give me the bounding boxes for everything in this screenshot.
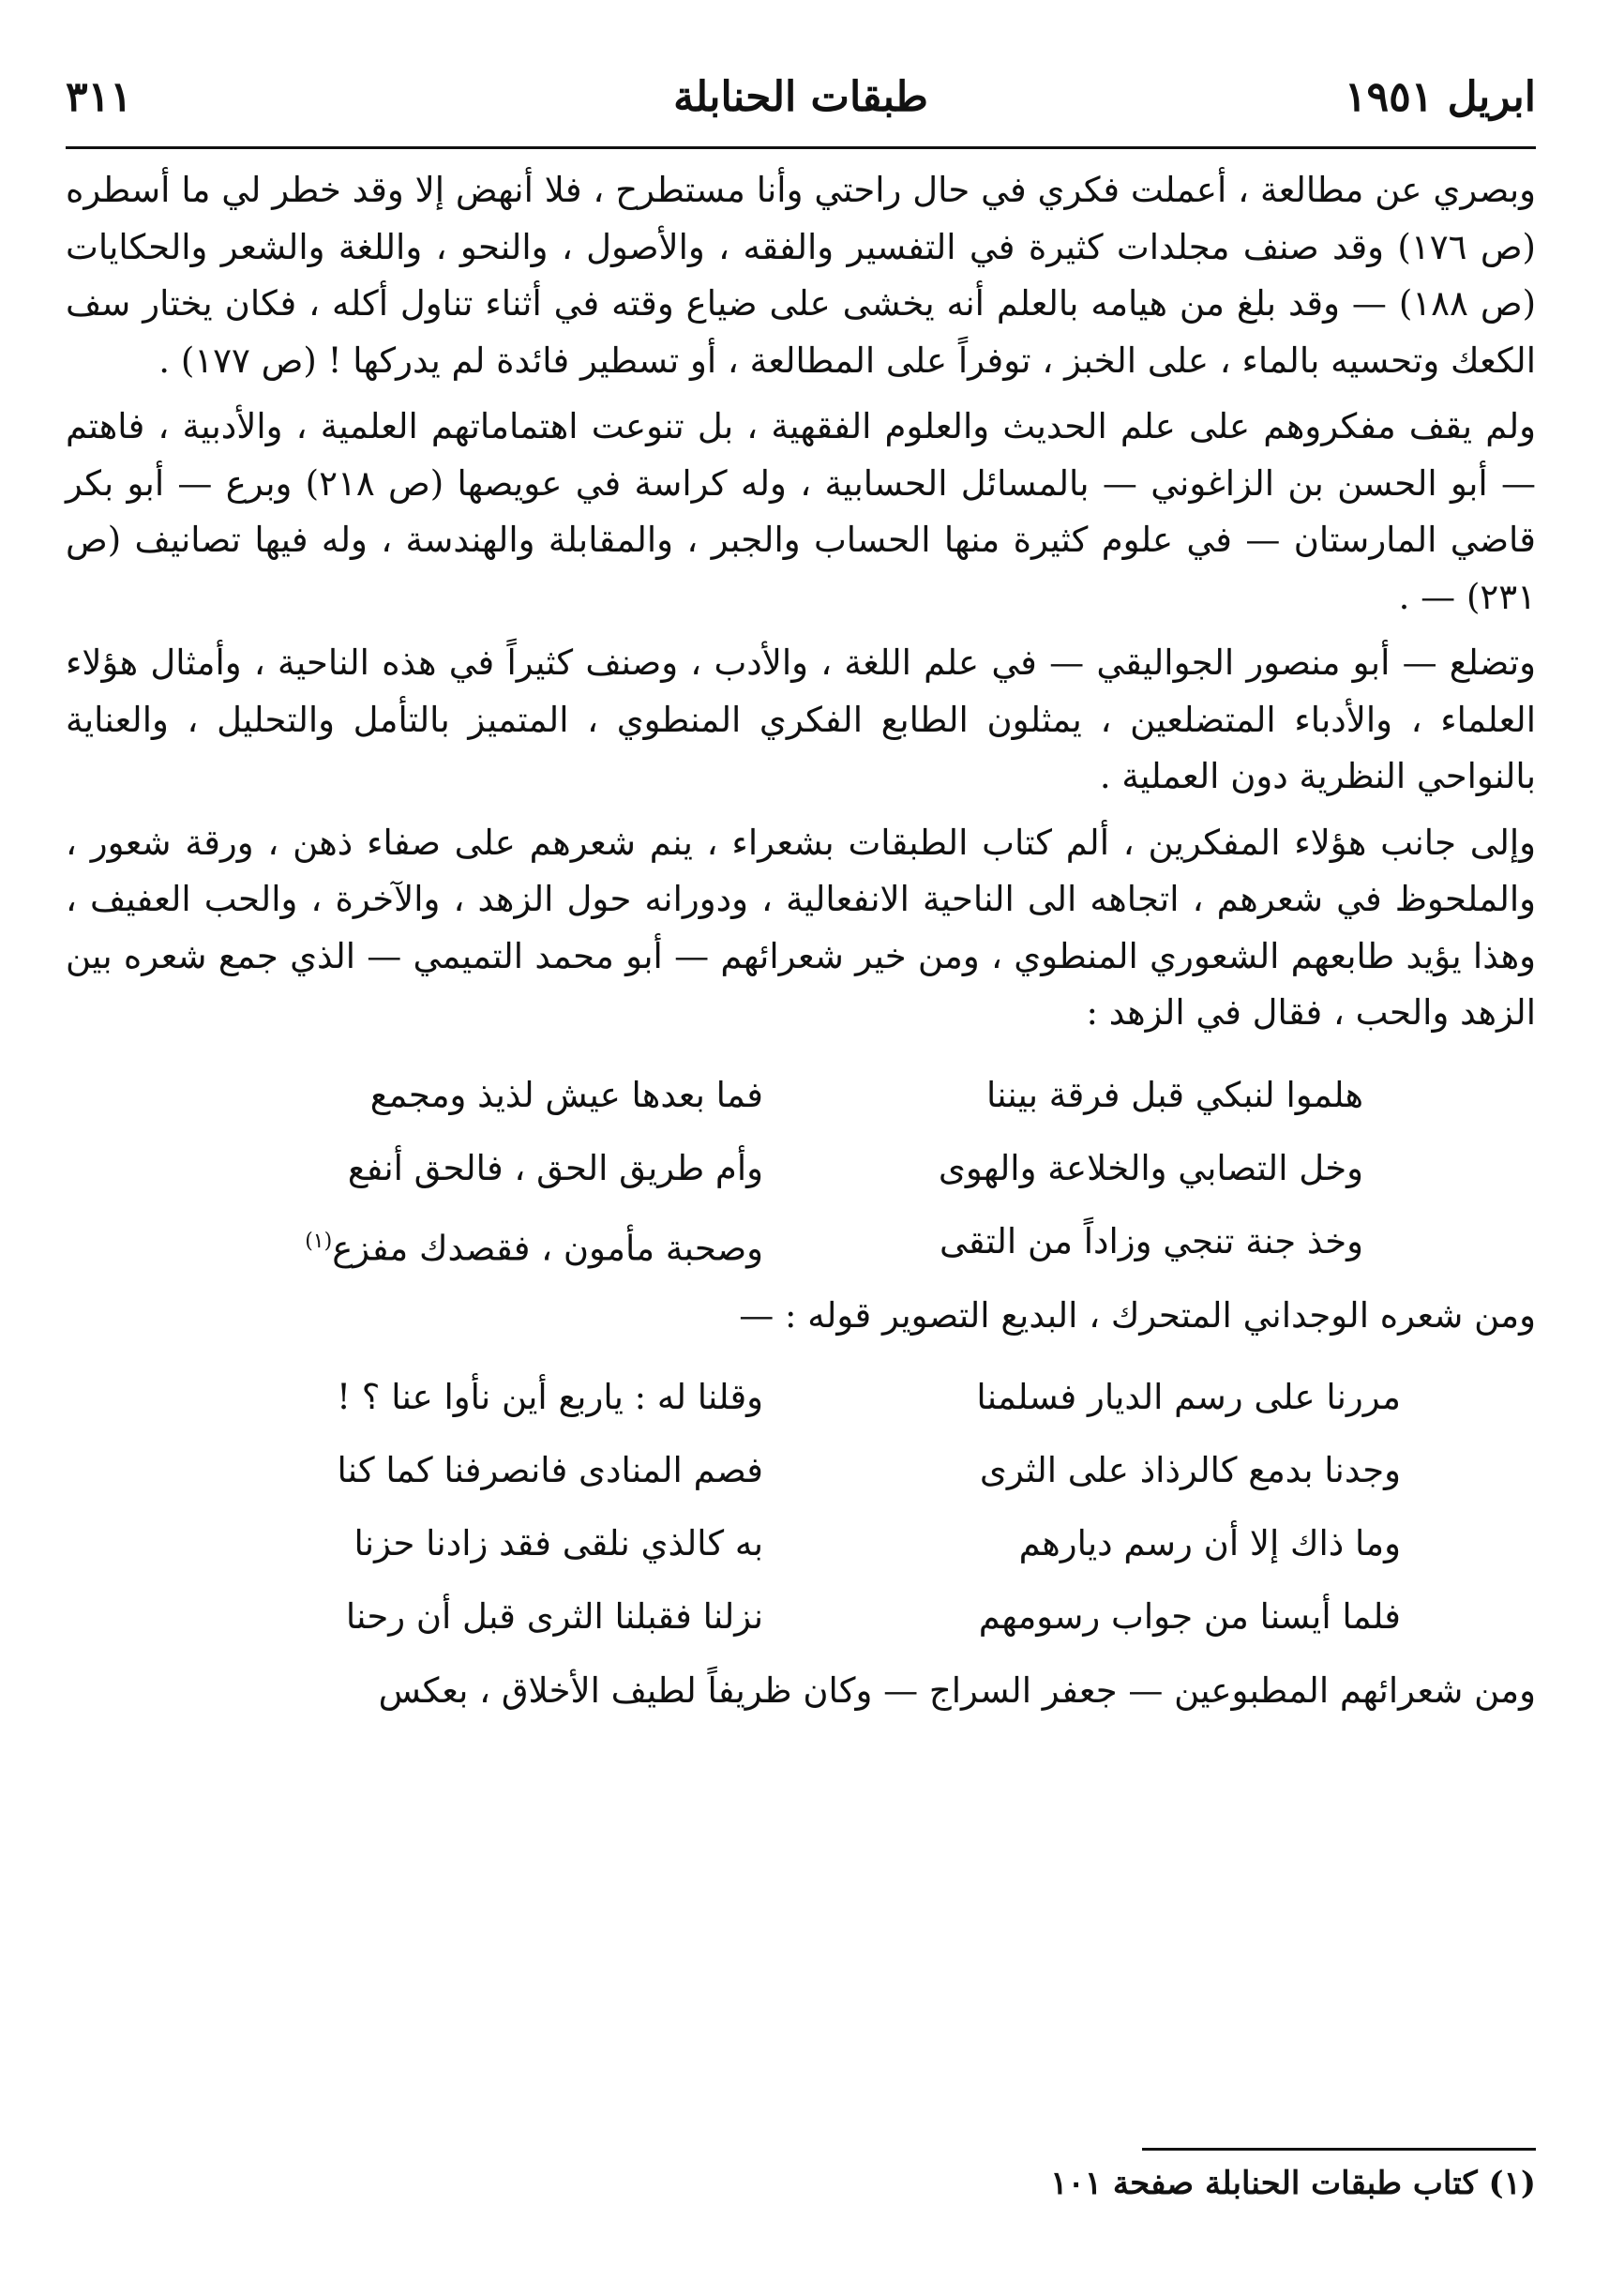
- closing-line: ومن شعرائهم المطبوعين — جعفر السراج — وكان ظريفاً لطيف الأخلاق ، بعكس: [378, 1670, 1536, 1711]
- verse-first-hemistich: وجدنا بدمع كالرذاذ على الثرى: [979, 1450, 1401, 1490]
- transition-line: ومن شعره الوجداني المتحرك ، البديع التصوير قوله : —: [739, 1294, 1536, 1336]
- verse: [66, 1580, 1536, 1654]
- verse: [66, 1205, 1536, 1278]
- verse-second-hemistich-text: وصحبة مأمون ، فقصدك مفزع: [332, 1227, 763, 1268]
- paragraph-4: وإلى جانب هؤلاء المفكرين ، ألم كتاب الطبقات بشعراء ، ينم شعرهم على صفاء ذهن ، ورقة شعور ، والملحوظ في شعرهم ، اتجاهه الى الناحية الانفعالية ، ودورانه حول الزهد ، والآخرة ، والحب العفيف ، وهذا يؤيد طابعهم الشعوري المنطوي ، ومن خير شعرائهم — أبو محمد التميمي — الذي جمع شعره بين الزهد والحب ، فقال في الزهد :: [66, 822, 1536, 1033]
- verse-second-hemistich: فصم المنادى فانصرفنا كما كنا: [337, 1450, 763, 1490]
- header-title: طبقات الحنابلة: [673, 73, 928, 121]
- verse-second-hemistich: وأم طريق الحق ، فالحق أنفع: [347, 1147, 763, 1188]
- verse: [66, 1361, 1536, 1434]
- page-number: ٣١١: [66, 73, 132, 121]
- verse-second-hemistich: نزلنا فقبلنا الثرى قبل أن رحنا: [345, 1596, 763, 1637]
- header-rule: [66, 146, 1536, 149]
- verse-first-hemistich: وما ذاك إلا أن رسم ديارهم: [1018, 1523, 1401, 1563]
- verse-first-hemistich: وخل التصابي والخلاعة والهوى: [938, 1147, 1363, 1188]
- verse: [66, 1132, 1536, 1205]
- paragraph-2: ولم يقف مفكروهم على علم الحديث والعلوم الفقهية ، بل تنوعت اهتماماتهم العلمية ، والأدبية ، فاهتم — أبو الحسن بن الزاغوني — بالمسائل الحسابية ، وله كراسة في عويصها (ص ٢١٨) وبرع — أبو بكر قاضي المارستان — في علوم كثيرة منها الحساب والجبر ، والمقابلة والهندسة ، وله فيها تصانيف (ص ٢٣١) — .: [66, 406, 1536, 617]
- verse-first-hemistich: هلموا لنبكي قبل فرقة بيننا: [985, 1074, 1363, 1115]
- poem-wijdani: [66, 1361, 1536, 1654]
- verse: [66, 1059, 1536, 1132]
- footnote-rule: [1142, 2148, 1536, 2151]
- footnote-marker: (١): [305, 1229, 333, 1253]
- running-header: [66, 66, 1536, 141]
- verse-second-hemistich: وقلنا له : ياربع أين نأوا عنا ؟ !: [337, 1377, 763, 1417]
- verse-first-hemistich: فلما أيسنا من جواب رسومهم: [978, 1596, 1401, 1637]
- verse-second-hemistich: فما بعدها عيش لذيذ ومجمع: [369, 1074, 763, 1115]
- header-date: ابريل ١٩٥١: [1344, 73, 1536, 121]
- verse-first-hemistich: وخذ جنة تنجي وزاداً من التقى: [939, 1220, 1363, 1261]
- verse-second-hemistich: به كالذي نلقى فقد زادنا حزنا: [353, 1523, 763, 1563]
- footnote: (١) كتاب طبقات الحنابلة صفحة ١٠١: [1050, 2165, 1536, 2202]
- verse: [66, 1434, 1536, 1507]
- verse: [66, 1507, 1536, 1580]
- verse-second-hemistich: [238, 1205, 801, 1278]
- poem-zuhd: [66, 1059, 1536, 1278]
- verse-first-hemistich: مررنا على رسم الديار فسلمنا: [976, 1377, 1401, 1417]
- paragraph-1: وبصري عن مطالعة ، أعملت فكري في حال راحتي وأنا مستطرح ، فلا أنهض إلا وقد خطر لي ما أسطره (ص ١٧٦) وقد صنف مجلدات كثيرة في التفسير والفقه ، والأصول ، والنحو ، واللغة والشعر والحكايات (ص ١٨٨) — وقد بلغ من هيامه بالعلم أنه يخشى على ضياع وقته في أثناء تناول أكله ، فكان يختار سف الكعك وتحسيه بالماء ، على الخبز ، توفراً على المطالعة ، أو تسطير فائدة لم يدركها ! (ص ١٧٧) .: [66, 170, 1537, 381]
- paragraph-3: وتضلع — أبو منصور الجواليقي — في علم اللغة ، والأدب ، وصنف كثيراً في هذه الناحية ، وأمثال هؤلاء العلماء ، والأدباء المتضلعين ، يمثلون الطابع الفكري المنطوي ، المتميز بالتأمل والتحليل ، والعناية بالنواحي النظرية دون العملية .: [66, 642, 1536, 796]
